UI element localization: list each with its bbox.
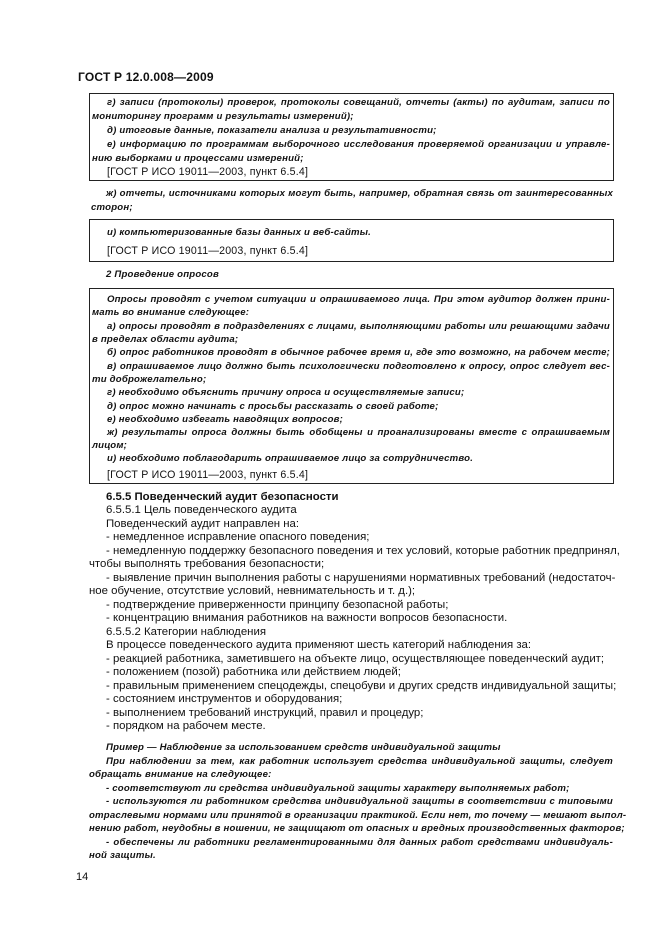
text-line: ной защиты. [89, 850, 156, 861]
box-line: и) необходимо поблагодарить опрашиваемое лицо за сотрудничество. [107, 453, 474, 464]
text-line: Поведенческий аудит направлен на: [106, 518, 300, 530]
subsection-heading: 6.5.5.1 Цель поведенческого аудита [106, 504, 297, 516]
list-item: - обеспечены ли работники регламентированными для данных работ средствами индивидуаль- [106, 837, 613, 848]
text-line: ное обучение, отсутствие условий, невнимательность и т. д.); [89, 585, 416, 597]
text-line: обращать внимание на следующее: [89, 769, 272, 780]
box-line: ж) результаты опроса должны быть обобщены и проанализированы вместе с опрашиваемым [107, 427, 610, 438]
box-line: г) необходимо объяснить причину опроса и осуществляемые записи; [107, 387, 465, 398]
box-line: и) компьютеризованные базы данных и веб-сайты. [107, 227, 372, 238]
text-line: чтобы выполнять требования безопасности; [89, 558, 325, 570]
page-number: 14 [76, 871, 89, 883]
list-item: - состоянием инструментов и оборудования; [106, 693, 343, 705]
box-line: Опросы проводят с учетом ситуации и опрашиваемого лица. При этом аудитор должен прини- [107, 294, 610, 305]
list-item: - соответствуют ли средства индивидуальной защиты характеру выполняемых работ; [106, 783, 570, 794]
text-line: отраслевыми нормами или принятой в организации практикой. Если нет, то почему — мешают выпол- [89, 810, 627, 821]
section-heading: 6.5.5 Поведенческий аудит безопасности [106, 491, 339, 503]
box-line: е) информацию по программам выборочного исследования проверяемой организации и управле- [107, 139, 610, 150]
list-item: - выполнением требований инструкций, правил и процедур; [106, 707, 424, 719]
box-line: ти доброжелательно; [92, 374, 207, 385]
box-line: в пределах области аудита; [92, 334, 239, 345]
box-line: д) итоговые данные, показатели анализа и результативности; [107, 125, 437, 136]
standard-reference: [ГОСТ Р ИСО 19011—2003, пункт 6.5.4] [107, 166, 309, 178]
box-line: е) необходимо избегать наводящих вопросов; [107, 414, 344, 425]
list-item: - концентрацию внимания работников на важности вопросов безопасности. [106, 612, 508, 624]
text-line: нению работ, неудобны в ношении, не защищают от опасных и вредных производственных факторов; [89, 823, 625, 834]
box-line: нию выборками и процессами измерений; [92, 153, 304, 164]
list-item: - реакцией работника, заметившего на объекте лицо, осуществляющее поведенческий аудит; [106, 653, 605, 665]
quote-box-databases [89, 219, 614, 262]
list-item: - положением (позой) работника или действием людей; [106, 666, 401, 678]
box-line: г) записи (протоколы) проверок, протоколы совещаний, отчеты (акты) по аудитам, записи по [107, 97, 610, 108]
box-line: мать во внимание следующее: [92, 307, 250, 318]
box-line: б) опрос работников проводят в обычное рабочее время и, где это возможно, на рабочем месте; [107, 347, 610, 358]
section-heading-interviews: 2 Проведение опросов [106, 269, 219, 280]
text-line: сторон; [91, 202, 133, 213]
list-item: - порядком на рабочем месте. [106, 720, 266, 732]
list-item: - используются ли работником средства индивидуальной защиты в соответствии с типовыми [106, 796, 613, 807]
list-item: - немедленную поддержку безопасного поведения и тех условий, которые работник предпринял, [106, 545, 620, 557]
box-line: мониторингу программ и результаты измерений); [92, 111, 354, 122]
text-line: В процессе поведенческого аудита применяют шесть категорий наблюдения за: [106, 639, 532, 651]
text-line: При наблюдении за тем, как работник использует средства индивидуальной защиты, следует [106, 756, 613, 767]
box-line: в) опрашиваемое лицо должно быть психологически подготовлено к опросу, опрос следует вес- [107, 361, 610, 372]
box-line: д) опрос можно начинать с просьбы рассказать о своей работе; [107, 401, 439, 412]
list-item: - немедленное исправление опасного поведения; [106, 531, 370, 543]
box-line: а) опросы проводят в подразделениях с лицами, выполняющими работы или решающими задачи [107, 321, 610, 332]
standard-reference: [ГОСТ Р ИСО 19011—2003, пункт 6.5.4] [107, 245, 309, 257]
list-item: - выявление причин выполнения работы с нарушениями нормативных требований (недостаточ- [106, 572, 616, 584]
subsection-heading: 6.5.5.2 Категории наблюдения [106, 626, 266, 638]
list-item: - правильным применением спецодежды, спецобуви и других средств индивидуальной защиты; [106, 680, 617, 692]
list-item: - подтверждение приверженности принципу безопасной работы; [106, 599, 449, 611]
quote-box-interviews [89, 288, 614, 484]
quote-box-records [89, 93, 614, 181]
standard-reference: [ГОСТ Р ИСО 19011—2003, пункт 6.5.4] [107, 469, 309, 481]
text-line: ж) отчеты, источниками которых могут быть, например, обратная связь от заинтересованных [106, 188, 613, 199]
document-header: ГОСТ Р 12.0.008—2009 [78, 70, 214, 84]
box-line: лицом; [92, 440, 128, 451]
example-title: Пример — Наблюдение за использованием средств индивидуальной защиты [106, 742, 501, 753]
